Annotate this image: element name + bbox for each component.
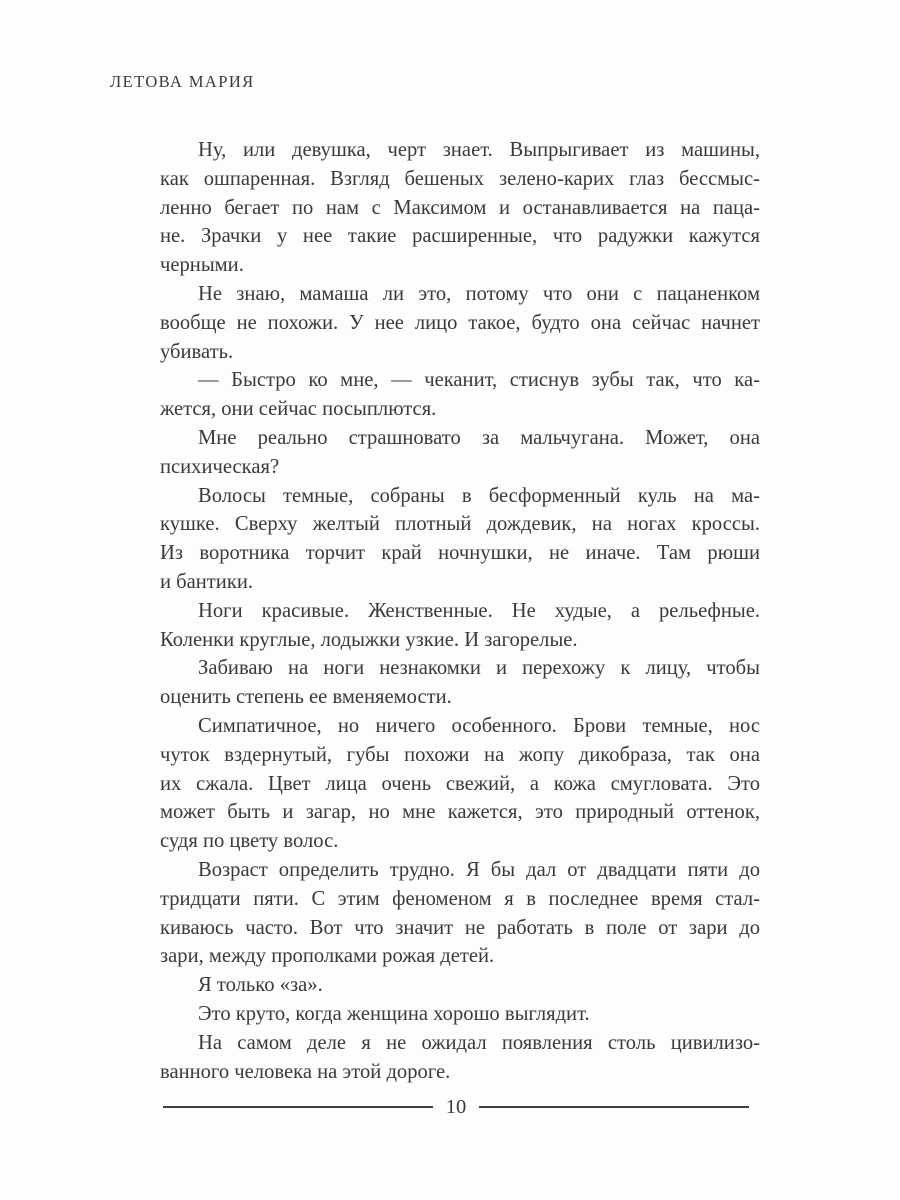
paragraph xyxy=(160,712,760,856)
paragraph xyxy=(160,482,760,597)
text-line: киваюсь часто. Вот что значит не работать в поле от зари до xyxy=(160,916,760,939)
text-line: зари, между прополками рожая детей. xyxy=(160,945,495,968)
text-line: Волосы темные, собраны в бесформенный куль на ма- xyxy=(198,484,760,507)
paragraph xyxy=(160,424,760,482)
text-line: оценить степень ее вменяемости. xyxy=(160,686,452,709)
text-line: убивать. xyxy=(160,340,234,363)
footer-rule-right xyxy=(479,1106,749,1108)
running-header: ЛЕТОВА МАРИЯ xyxy=(110,72,255,91)
text-line: вообще не похожи. У нее лицо такое, будто она сейчас начнет xyxy=(160,311,760,334)
text-line: Я только «за». xyxy=(198,974,323,997)
footer-rule-left xyxy=(163,1106,433,1108)
paragraph xyxy=(160,654,760,712)
text-line: психическая? xyxy=(160,455,280,478)
paragraph xyxy=(160,1029,760,1087)
text-line: как ошпаренная. Взгляд бешеных зелено-карих глаз бессмыс- xyxy=(160,167,760,190)
text-line: Мне реально страшновато за мальчугана. Может, она xyxy=(198,426,760,449)
text-line: Ноги красивые. Женственные. Не худые, а рельефные. xyxy=(198,599,760,622)
text-block xyxy=(160,136,760,1086)
paragraph xyxy=(160,971,760,1000)
text-line: На самом деле я не ожидал появления столь цивилизо- xyxy=(198,1031,760,1054)
text-line: ленно бегает по нам с Максимом и останавливается на паца- xyxy=(160,196,760,219)
paragraph xyxy=(160,1000,760,1029)
text-line: их сжала. Цвет лица очень свежий, а кожа смугловата. Это xyxy=(160,772,760,795)
text-line: Это круто, когда женщина хорошо выглядит. xyxy=(198,1002,590,1025)
paragraph xyxy=(160,856,760,971)
text-line: и бантики. xyxy=(160,570,254,593)
text-line: тридцати пяти. С этим феноменом я в последнее время стал- xyxy=(160,887,760,910)
paragraph xyxy=(160,366,760,424)
text-line: чуток вздернутый, губы похожи на жопу дикобраза, так она xyxy=(160,743,760,766)
page-footer xyxy=(163,1093,749,1121)
text-line: жется, они сейчас посыплются. xyxy=(160,398,437,421)
text-line: Забиваю на ноги незнакомки и перехожу к лицу, чтобы xyxy=(198,657,760,680)
paragraph xyxy=(160,280,760,366)
paragraph xyxy=(160,597,760,655)
text-line: может быть и загар, но мне кажется, это природный оттенок, xyxy=(160,801,760,824)
text-line: Ну, или девушка, черт знает. Выпрыгивает из машины, xyxy=(198,139,760,161)
text-line: Из воротника торчит край ночнушки, не иначе. Там рюши xyxy=(160,542,760,565)
text-line: — Быстро ко мне, — чеканит, стиснув зубы так, что ка- xyxy=(198,369,760,392)
text-line: Возраст определить трудно. Я бы дал от двадцати пяти до xyxy=(198,858,760,881)
text-line: не. Зрачки у нее такие расширенные, что радужки кажутся xyxy=(160,225,760,248)
text-line: Не знаю, мамаша ли это, потому что они с пацаненком xyxy=(198,282,760,305)
paragraph xyxy=(160,136,760,280)
text-line: судя по цвету волос. xyxy=(160,830,339,853)
text-line: Симпатичное, но ничего особенного. Брови темные, нос xyxy=(198,714,760,737)
text-line: ванного человека на этой дороге. xyxy=(160,1060,451,1083)
text-line: кушке. Сверху желтый плотный дождевик, на ногах кроссы. xyxy=(160,513,760,536)
text-line: Коленки круглые, лодыжки узкие. И загорелые. xyxy=(160,628,578,651)
text-line: черными. xyxy=(160,254,244,277)
page-number: 10 xyxy=(445,1095,467,1118)
